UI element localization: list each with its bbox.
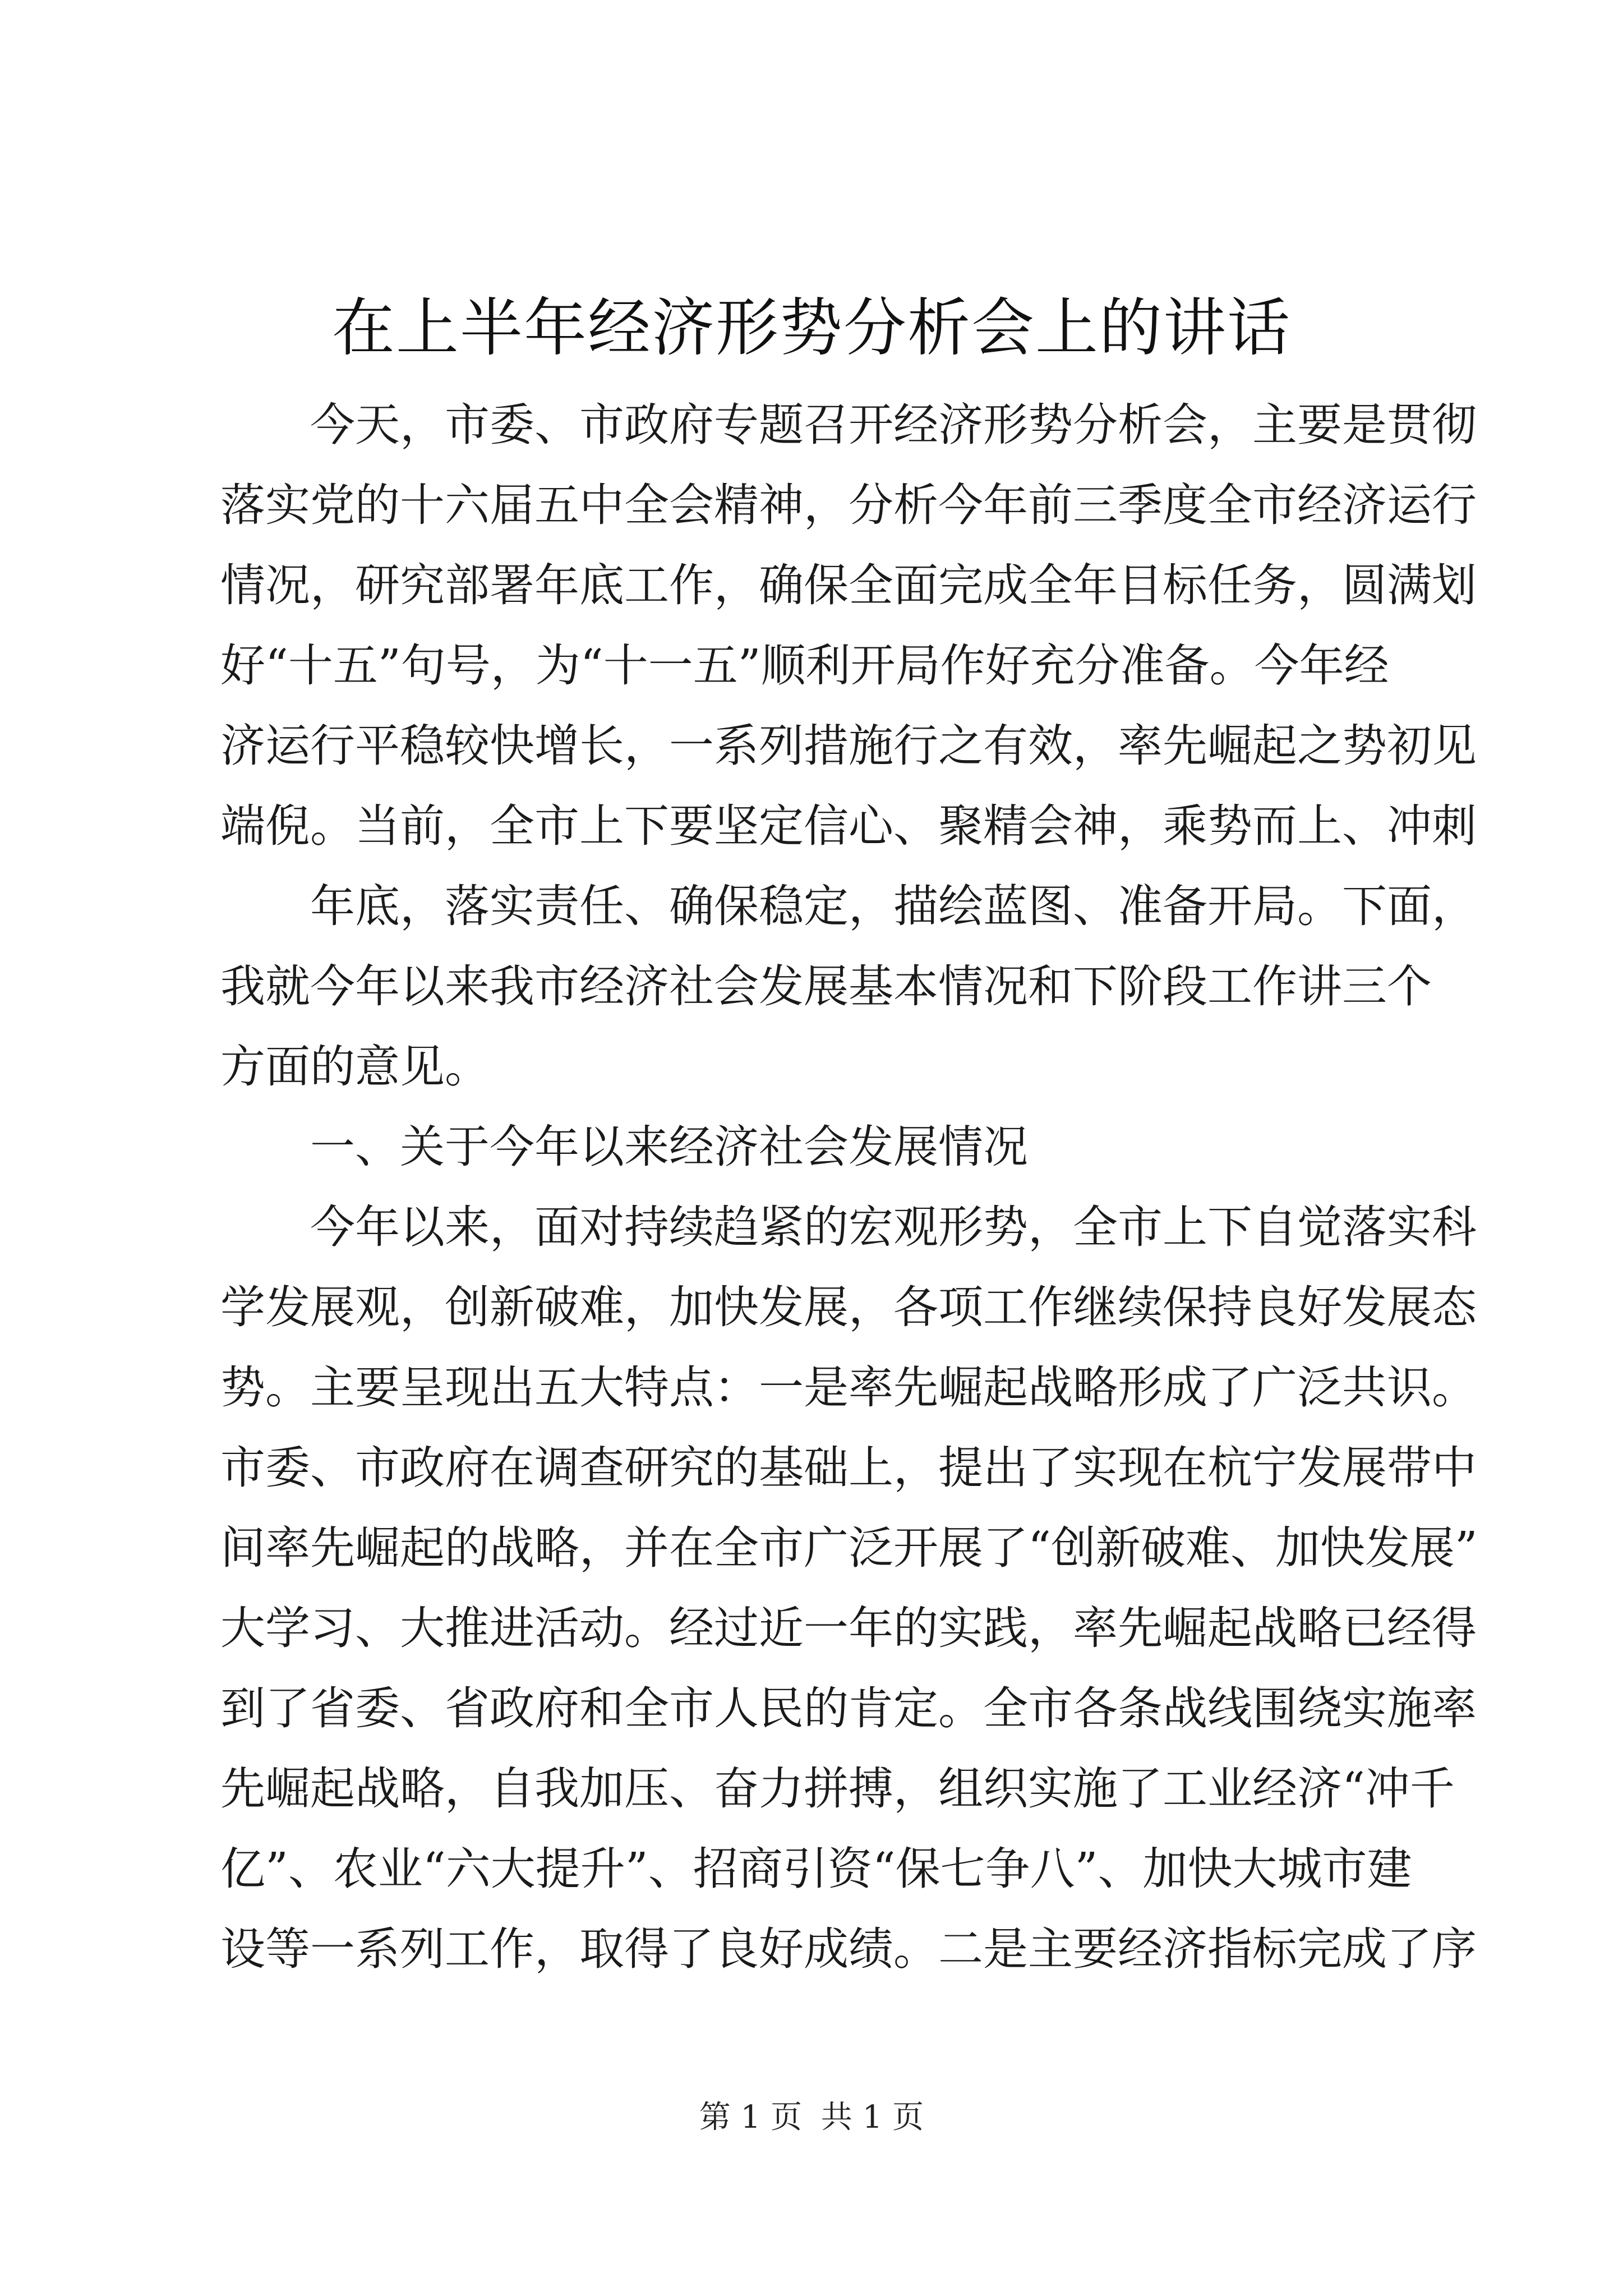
text-line: 大学习、大推进活动。经过近一年的实践，率先崛起战略已经得 (220, 1602, 1477, 1654)
text-line: 今年以来，面对持续趋紧的宏观形势，全市上下自觉落实科 (220, 1201, 1477, 1253)
text-line: 亿”、农业“六大提升”、招商引资“保七争八”、加快大城市建 (220, 1843, 1412, 1895)
text-line: 方面的意见。 (220, 1041, 490, 1093)
text-line: 设等一系列工作，取得了良好成绩。二是主要经济指标完成了序 (220, 1923, 1477, 1975)
text-line: 济运行平稳较快增长，一系列措施行之有效，率先崛起之势初见 (220, 720, 1477, 772)
document-body (220, 385, 1478, 1989)
text-line: 今天，市委、市政府专题召开经济形势分析会，主要是贯彻 (220, 399, 1477, 451)
text-line: 落实党的十六届五中全会精神，分析今年前三季度全市经济运行 (220, 479, 1477, 531)
section-heading: 一、关于今年以来经济社会发展情况 (220, 1121, 1028, 1173)
text-line: 年底，落实责任、确保稳定，描绘蓝图、准备开局。下面， (220, 880, 1477, 932)
text-line: 学发展观，创新破难，加快发展，各项工作继续保持良好发展态 (220, 1281, 1477, 1333)
text-line: 先崛起战略，自我加压、奋力拼搏，组织实施了工业经济“冲千 (220, 1763, 1455, 1815)
text-line: 势。主要呈现出五大特点：一是率先崛起战略形成了广泛共识。 (220, 1361, 1477, 1414)
text-line: 好“十五”句号，为“十一五”顺利开局作好充分准备。今年经 (220, 639, 1389, 692)
text-line: 到了省委、省政府和全市人民的肯定。全市各条战线围绕实施率 (220, 1682, 1477, 1734)
document-title: 在上半年经济形势分析会上的讲话 (332, 292, 1291, 365)
page-number: 第 1 页 (699, 2099, 803, 2136)
page-total: 共 1 页 (820, 2099, 924, 2136)
text-line: 情况，研究部署年底工作，确保全面完成全年目标任务，圆满划 (220, 559, 1477, 611)
text-line: 市委、市政府在调查研究的基础上，提出了实现在杭宁发展带中 (220, 1442, 1477, 1494)
text-line: 间率先崛起的战略，并在全市广泛开展了“创新破难、加快发展” (220, 1522, 1478, 1574)
text-line: 我就今年以来我市经济社会发展基本情况和下阶段工作讲三个 (220, 960, 1432, 1013)
page-footer (0, 2095, 1623, 2140)
text-line: 端倪。当前，全市上下要坚定信心、聚精会神，乘势而上、冲刺 (220, 800, 1477, 852)
